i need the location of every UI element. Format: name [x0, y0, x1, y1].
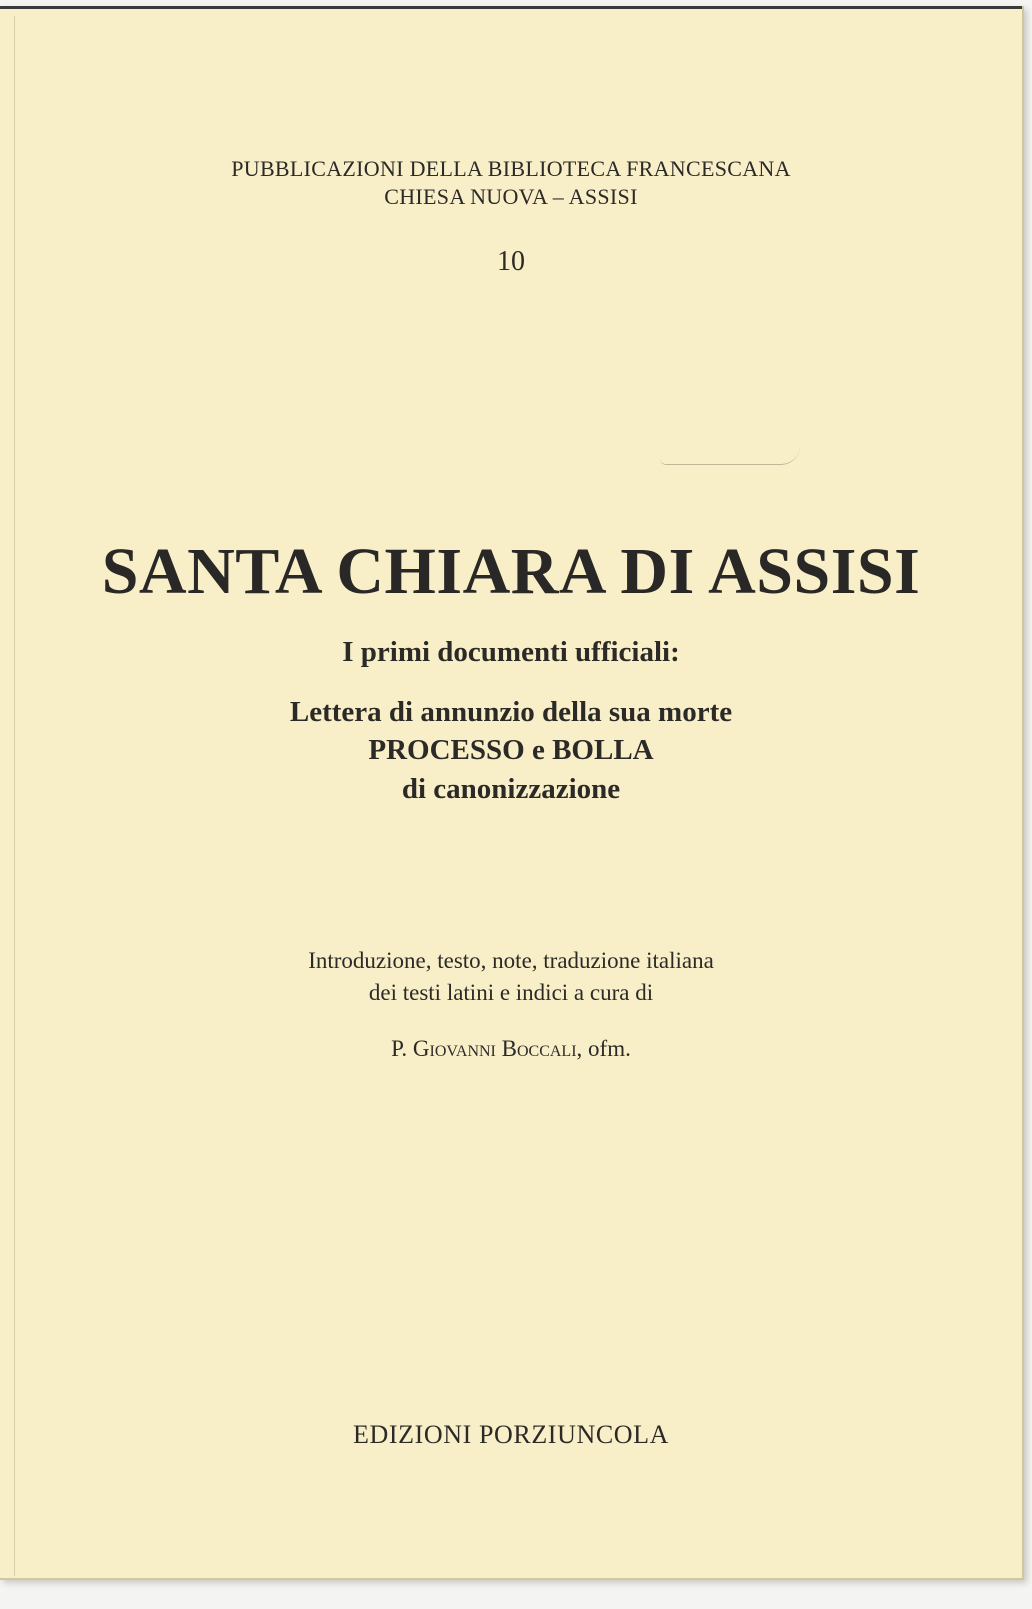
- publisher-name: EDIZIONI PORZIUNCOLA: [352, 1420, 669, 1449]
- credits-line-2: dei testi latini e indici a cura di: [368, 980, 654, 1005]
- editor-name: Giovanni Boccali: [412, 1036, 577, 1061]
- series-line-1: PUBBLICAZIONI DELLA BIBLIOTECA FRANCESCANA: [231, 156, 791, 181]
- contents-line-2: PROCESSO e BOLLA: [368, 734, 654, 766]
- cover-scratch: [660, 446, 800, 465]
- series-number: 10: [497, 246, 525, 277]
- contents-line-3: di canonizzazione: [401, 773, 621, 805]
- book-title: SANTA CHIARA DI ASSISI: [101, 535, 921, 608]
- series-line-2: CHIESA NUOVA – ASSISI: [384, 184, 638, 209]
- editor-credit: [0, 1036, 1022, 1062]
- editor-suffix: , ofm.: [576, 1036, 631, 1061]
- book-subtitle: I primi documenti ufficiali:: [342, 636, 680, 668]
- editor-prefix: P.: [391, 1036, 408, 1061]
- book-cover: [0, 6, 1024, 1580]
- credits-line-1: Introduzione, testo, note, traduzione italiana: [308, 948, 714, 973]
- contents-line-1: Lettera di annunzio della sua morte: [289, 696, 733, 728]
